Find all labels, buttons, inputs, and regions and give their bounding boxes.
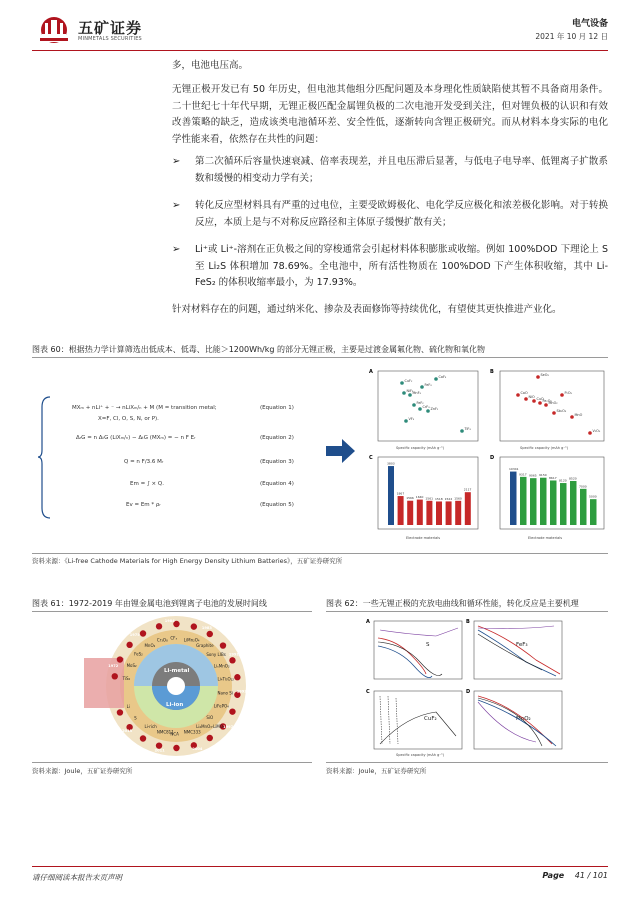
- bar: [530, 478, 537, 525]
- scatter-point-label: MnO₂: [548, 401, 558, 405]
- fig62-source: 资料来源：Joule，五矿证券研究所: [326, 767, 427, 775]
- bar: [520, 477, 527, 525]
- bar-value-label: 1561: [425, 496, 434, 501]
- footer-divider: [32, 866, 608, 867]
- equation-1-cont: X=F, Cl, O, S, N, or P).: [98, 416, 159, 422]
- scatter-point: [402, 391, 406, 395]
- bar-value-label: 5000: [589, 494, 597, 499]
- scatter-point: [544, 403, 548, 407]
- fig60-chart-panels: [366, 365, 610, 543]
- timeline-label: LiₓMnO₂: [213, 663, 230, 669]
- bar: [436, 501, 442, 525]
- industry-label: 电气设备: [571, 19, 608, 29]
- scatter-point-label: CoF₃: [438, 375, 447, 379]
- fig60-title: 图表 60：根据热力学计算筛选出低成本、低毒、比能＞1200Wh/kg 的部分无锂正极，主要是过渡金属氟化物、硫化物和氧化物: [32, 345, 486, 354]
- bar-value-label: 8520: [569, 476, 577, 481]
- scatter-point-label: V₂O₅: [592, 429, 601, 433]
- scatter-point-label: SeO₃: [540, 373, 549, 377]
- fig62-bottom-rule: [326, 762, 608, 763]
- equation-5: Ev = Em * ρᵣ: [126, 502, 161, 508]
- timeline-year: 2004: [192, 746, 203, 751]
- bar: [560, 483, 567, 525]
- bar: [388, 466, 394, 525]
- timeline-year: 2015: [122, 728, 133, 733]
- paragraph-2: 针对材料存在的问题，通过纳米化、掺杂及表面修饰等持续优化，有望使其更快推进产业化。: [172, 304, 562, 315]
- bar-value-label: 2117: [463, 487, 472, 492]
- scatter-point-label: CuF₂: [404, 379, 413, 383]
- bar-value-label: 9065: [529, 473, 537, 478]
- panel-c-label: C: [369, 455, 373, 461]
- bar: [510, 472, 517, 525]
- timeline-label: LiMn₂O₄: [183, 637, 200, 643]
- scatter-point-label: CrF₃: [422, 405, 430, 409]
- timeline-dot: [117, 709, 123, 715]
- panel-b-label: B: [490, 369, 494, 375]
- scatter-point-label: FeF₂: [416, 401, 424, 405]
- timeline-year: 1983: [201, 626, 212, 631]
- footer-page: [542, 871, 608, 880]
- panel-c-xlabel: Electrode materials: [406, 536, 441, 540]
- paragraph-1: 无锂正极开发已有 50 年历史，但电池其他组分匹配问题及本身理化性质缺陷使其暂不具备商用条件。二十世纪七十年代早期，无锂正极匹配金属锂负极的二次电池开发受到关注，但对锂负极的认识和有效改善策略的缺乏，造成该类电池循环差、安全性低，逐渐转向含锂正极研究。而从材料本身实际的电化学性能来看，依然存在共性的问题：: [172, 84, 608, 145]
- timeline-label: NMC333: [183, 729, 201, 735]
- panel-material: S: [426, 642, 430, 648]
- timeline-dot: [207, 631, 213, 637]
- scatter-point: [552, 411, 556, 415]
- bar-value-label: 1560: [454, 496, 462, 501]
- fig62-title: 图表 62：一些无锂正极的充放电曲线和循环性能，转化反应是主要机理: [326, 599, 579, 608]
- intro-line: 多，电池电压高。: [172, 60, 249, 71]
- fig61-timeline-wheel: [84, 614, 264, 758]
- scatter-point-label: NiO: [528, 395, 535, 399]
- bar: [398, 496, 404, 525]
- bullet-item: Li⁺或 Li⁺-溶剂在正负极之间的穿梭通常会引起材料体积膨胀或收缩。例如 100%DOD 下理论上 S 至 Li₂S 体积增加 78.69%。全电池中，所有活性物质在 100%DOD 下产生体积收缩，其中 Li-FeS₂ 的体积收缩率最小，为 17.93%。: [195, 244, 608, 288]
- fig61-source: 资料来源：Joule，五矿证券研究所: [32, 767, 133, 775]
- timeline-year: 1991: [228, 652, 239, 657]
- equation-3: Q = n F/3.6 Mᵣ: [124, 459, 164, 465]
- scatter-point: [460, 429, 464, 433]
- bar-value-label: 1640: [415, 495, 424, 500]
- fig60-panel-b: [490, 369, 604, 450]
- bar-value-label: 1867: [396, 491, 405, 496]
- timeline-year: 1972: [108, 664, 119, 669]
- bar-value-label: 9150: [539, 473, 547, 478]
- header-divider: [32, 50, 608, 51]
- equation-3-number: (Equation 3): [260, 459, 294, 465]
- scatter-point-label: TiF₃: [464, 427, 471, 431]
- timeline-year: 1997: [223, 724, 234, 729]
- scatter-point-label: CoO: [520, 391, 528, 395]
- page-number: 41 / 101: [574, 871, 608, 880]
- fig61-title: 图表 61：1972-2019 年由锂金属电池到锂离子电池的发展时间线: [32, 599, 267, 608]
- fig62-panel-a: [366, 619, 462, 679]
- scatter-point-label: MnF₃: [412, 391, 421, 395]
- scatter-point-label: VF₃: [408, 417, 415, 421]
- fig62-panel-b: [466, 619, 562, 679]
- fig60-panel-c: [369, 455, 478, 540]
- scatter-point-label: Sb₂O₃: [556, 409, 567, 413]
- page-label: Page: [542, 871, 565, 880]
- scatter-point-label: P₂O₅: [564, 391, 572, 395]
- fig60-top-rule: [32, 357, 608, 358]
- timeline-dot: [140, 735, 146, 741]
- scatter-point-label: Fe₂O₃: [542, 399, 552, 403]
- scatter-point: [588, 431, 592, 435]
- equation-1-number: (Equation 1): [260, 405, 294, 411]
- scatter-point-label: MnO: [574, 413, 583, 417]
- bar: [426, 501, 432, 525]
- bar: [580, 489, 587, 525]
- bar: [446, 501, 452, 525]
- bar: [407, 501, 413, 525]
- timeline-dot: [229, 657, 235, 663]
- fig60-source: 资料来源：《Li-free Cathode Materials for High Energy Density Lithium Batteries》，五矿证券研究所: [32, 557, 343, 565]
- bar-value-label: 8120: [559, 478, 567, 483]
- panel-label: A: [366, 619, 370, 625]
- logo-emblem-icon: [32, 14, 76, 46]
- bullet-item: 第二次循环后容量快速衰减、倍率表现差，并且电压滞后显著，与低电子电导率、低锂离子扩散系数和缓慢的相变动力学有关；: [195, 156, 608, 184]
- timeline-label: NMC811: [156, 729, 174, 735]
- timeline-dot: [140, 630, 146, 636]
- equation-5-number: (Equation 5): [260, 502, 294, 508]
- bar-value-label: 7000: [579, 484, 587, 489]
- scatter-point: [420, 385, 424, 389]
- timeline-year: 2011: [154, 748, 165, 753]
- scatter-point: [400, 381, 404, 385]
- timeline-dot: [126, 642, 132, 648]
- timeline-dot: [207, 735, 213, 741]
- panel-label: C: [366, 689, 370, 695]
- timeline-label: Li₄Ti₅O₁₂: [217, 676, 234, 682]
- timeline-label: Li-rich: [144, 724, 157, 730]
- panel-material: MnO₂: [516, 716, 531, 722]
- bar: [550, 480, 557, 525]
- scatter-point: [418, 407, 422, 411]
- timeline-label: FeS₂: [134, 651, 143, 657]
- fig60-bottom-rule: [32, 553, 608, 554]
- equation-2-number: (Equation 2): [260, 435, 294, 441]
- timeline-year: 1993: [236, 689, 247, 694]
- timeline-label: MoS₂: [126, 662, 137, 668]
- bar: [570, 481, 577, 525]
- equation-2: ΔᵣG = n ΔₜG (LiXₘ/ₙ) − ΔₜG (MXₘ) = − n F Eᵣ: [76, 435, 196, 441]
- scatter-point-label: CuO: [536, 397, 544, 401]
- timeline-dot: [112, 673, 118, 679]
- right-arrow-icon: [326, 438, 356, 464]
- timeline-label: Li₂MnO₃·LiMO₂: [196, 723, 225, 729]
- timeline-year: 1984: [164, 618, 175, 623]
- bullet-arrow-icon: ➢: [172, 156, 181, 167]
- scatter-point: [532, 399, 536, 403]
- scatter-point: [560, 393, 564, 397]
- bullet-item: 转化反应型材料具有严重的过电位，主要受欧姆极化、电化学反应极化和浓差极化影响。对于转换反应，本质上是与不对称反应路径和主体原子缓慢扩散有关；: [195, 200, 608, 228]
- timeline-label: Li: [126, 704, 130, 710]
- panel-material: FeF₃: [516, 642, 528, 648]
- bar-value-label: 9317: [519, 472, 527, 477]
- scatter-point: [408, 393, 412, 397]
- timeline-label: Graphite: [196, 643, 214, 649]
- scatter-point: [412, 403, 416, 407]
- bar-value-label: 10341: [509, 467, 519, 472]
- bullet-arrow-icon: ➢: [172, 244, 181, 255]
- equation-4-number: (Equation 4): [260, 481, 294, 487]
- fig62-top-rule: [326, 611, 608, 612]
- li-metal-label: Li-metal: [164, 668, 190, 674]
- bar: [465, 492, 471, 525]
- timeline-dot: [220, 642, 226, 648]
- bar: [417, 500, 423, 525]
- timeline-dot: [191, 623, 197, 629]
- scatter-point: [404, 419, 408, 423]
- timeline-label: MnO₂: [144, 642, 156, 648]
- scatter-point-label: FeF₃: [424, 383, 432, 387]
- equation-4: Em = ∫ × Q.: [130, 481, 164, 487]
- footer-disclaimer: 请仔细阅读本报告末页声明: [32, 873, 122, 882]
- bar-value-label: 3803: [387, 461, 395, 466]
- timeline-year: 1975: [129, 632, 140, 637]
- timeline-label: Sony LIBs: [206, 652, 226, 658]
- bar: [590, 499, 597, 525]
- fig61-bottom-rule: [32, 762, 312, 763]
- scatter-point-label: NiF₂: [406, 389, 414, 393]
- timeline-dot: [173, 745, 179, 751]
- scatter-point-label: ZnF₂: [430, 407, 439, 411]
- fig60-panel-d: [490, 455, 604, 540]
- panel-d-label: D: [490, 455, 495, 461]
- fig62-xlabel: Specific capacity (mAh g⁻¹): [396, 753, 444, 757]
- panel-label: B: [466, 619, 470, 625]
- scatter-point: [536, 375, 540, 379]
- timeline-label: SiO: [206, 714, 214, 720]
- equation-brace-icon: [38, 395, 52, 520]
- scatter-point: [426, 409, 430, 413]
- panel-d-xlabel: Electrode materials: [528, 536, 563, 540]
- panel-a-label: A: [369, 369, 373, 375]
- bar-value-label: 8617: [549, 475, 557, 480]
- scatter-point: [524, 397, 528, 401]
- timeline-label: Cr₃O₈: [156, 637, 168, 643]
- timeline-dot: [234, 674, 240, 680]
- timeline-dot: [156, 623, 162, 629]
- timeline-label: TiS₂: [122, 675, 131, 681]
- fig62-chart-panels: [366, 616, 566, 758]
- bar-value-label: 1518: [435, 496, 443, 501]
- panel-a-xlabel: Specific capacity (mAh g⁻¹): [396, 446, 444, 450]
- panel-b-xlabel: Specific capacity (mAh g⁻¹): [520, 446, 568, 450]
- bullet-arrow-icon: ➢: [172, 200, 181, 211]
- timeline-label: CFₓ: [170, 635, 178, 641]
- scatter-point: [538, 401, 542, 405]
- panel-material: CuF₂: [424, 716, 437, 722]
- scatter-point: [434, 377, 438, 381]
- scatter-point: [516, 393, 520, 397]
- brand-name-cn: 五矿证券: [78, 19, 143, 37]
- panel-label: D: [466, 689, 471, 695]
- brand-name-en: MINMETALS SECURITIES: [78, 36, 142, 42]
- fig60-equations: [38, 395, 348, 520]
- timeline-label: S: [134, 715, 137, 721]
- bar-value-label: 1566: [406, 496, 414, 501]
- report-date: 2021 年 10 月 12 日: [535, 32, 608, 41]
- fig61-top-rule: [32, 611, 312, 612]
- timeline-label: LiFePO₄: [213, 703, 229, 709]
- timeline-dot: [229, 708, 235, 714]
- bar: [540, 478, 547, 525]
- li-ion-label: Li-ion: [166, 702, 184, 708]
- bar: [455, 501, 461, 525]
- fig62-panel-d: [466, 689, 562, 749]
- timeline-dot: [117, 656, 123, 662]
- bar-value-label: 1522: [444, 496, 453, 501]
- fig62-panel-c: [366, 689, 462, 749]
- timeline-label: Nano Si: [217, 690, 233, 696]
- timeline-label: NCA: [170, 731, 179, 737]
- scatter-point: [570, 415, 574, 419]
- fig60-panel-a: [369, 369, 478, 450]
- equation-1: MXₘ + nLi⁺ + ⁻ → nLiXₘ/ₙ + M (M = transition metal;: [72, 405, 217, 411]
